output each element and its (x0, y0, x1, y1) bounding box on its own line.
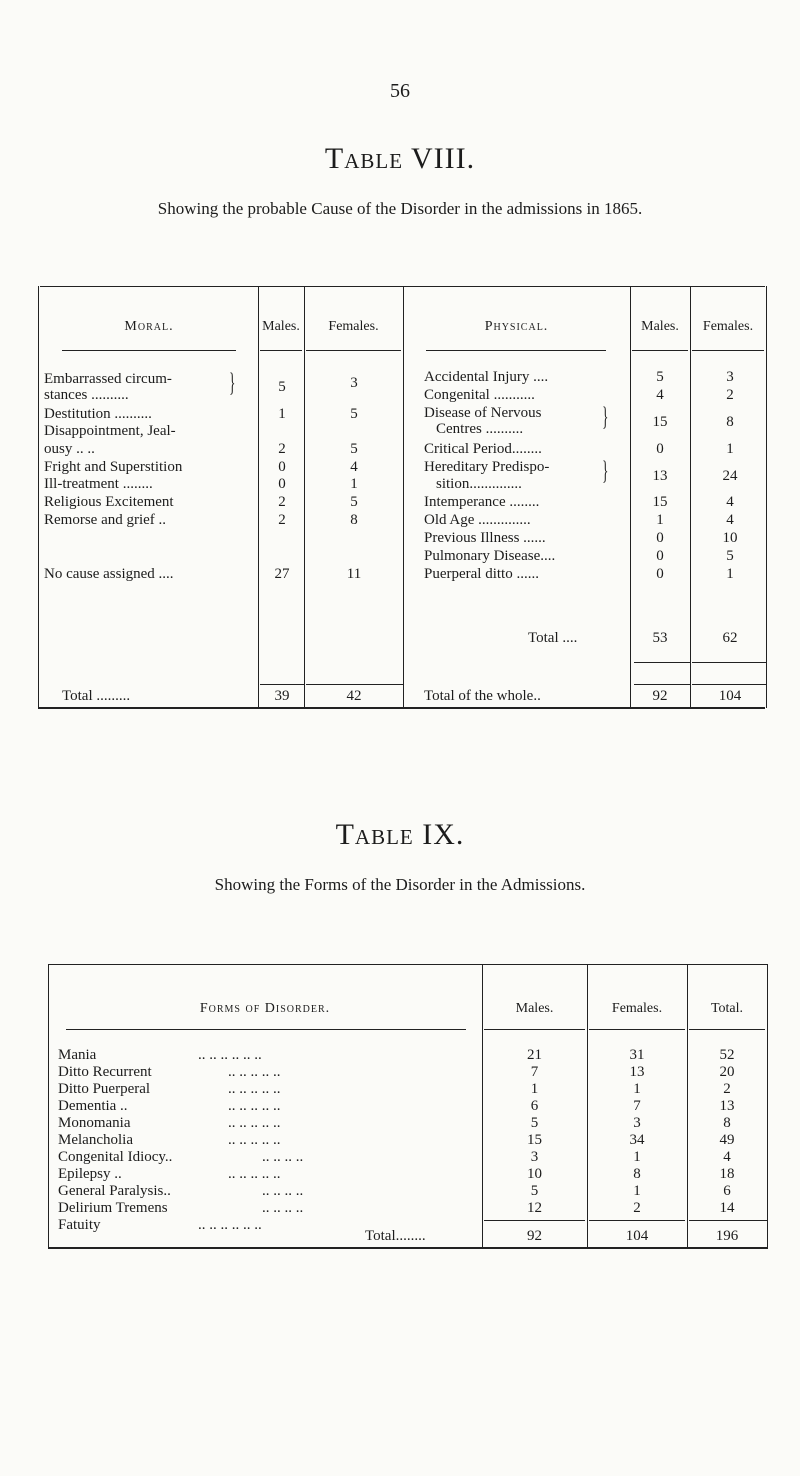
form-males: 12 (527, 1200, 542, 1216)
leader-dots: .. .. .. .. (262, 1183, 304, 1199)
physical-row-label: Puerperal ditto ...... (424, 566, 539, 582)
page-number: 56 (390, 80, 410, 102)
form-females: 31 (629, 1047, 645, 1063)
moral-females: 5 (350, 494, 358, 510)
form-females: 2 (633, 1200, 641, 1216)
form-total: 6 (723, 1183, 731, 1199)
physical-row-label: Accidental Injury .... (424, 369, 549, 385)
table-9-title: Table IX. (335, 818, 465, 851)
brace-mark: } (602, 456, 609, 485)
moral-males: 0 (278, 476, 286, 492)
whole-total-females: 104 (718, 688, 742, 704)
physical-total-females: 62 (722, 630, 738, 646)
physical-females: 10 (722, 530, 738, 546)
moral-females: 4 (350, 459, 358, 475)
total-males: 92 (527, 1228, 542, 1244)
physical-females: 1 (726, 566, 734, 582)
moral-row-label: No cause assigned .... (44, 566, 174, 582)
physical-females: 3 (726, 369, 734, 385)
leader-dots: .. .. .. .. .. (228, 1064, 281, 1080)
moral-row-label: Destitution .......... (44, 406, 152, 422)
header-females: Females. (611, 1001, 663, 1016)
moral-total-males: 39 (274, 688, 290, 704)
leader-dots: .. .. .. .. .. (228, 1115, 281, 1131)
moral-row-label: Remorse and grief .. (44, 512, 167, 528)
physical-males: 0 (656, 548, 664, 564)
leader-dots: .. .. .. .. .. (228, 1166, 281, 1182)
header-females: Females. (328, 319, 379, 334)
moral-row-label: Disappointment, Jeal- (44, 423, 176, 439)
total-label: Total........ (365, 1228, 426, 1244)
physical-row-label: sition.............. (436, 476, 522, 492)
form-label: Congenital Idiocy.. (58, 1149, 173, 1165)
moral-males: 2 (278, 494, 286, 510)
physical-row-label: Critical Period........ (424, 441, 542, 457)
moral-males: 2 (278, 441, 286, 457)
moral-males: 0 (278, 459, 286, 475)
physical-males: 0 (656, 441, 664, 457)
moral-females: 3 (350, 375, 358, 391)
form-females: 8 (633, 1166, 641, 1182)
form-females: 1 (633, 1149, 641, 1165)
header-males-physical: Males. (641, 319, 679, 334)
moral-row-label: Embarrassed circum- (44, 371, 172, 387)
total-total: 196 (715, 1228, 739, 1244)
physical-females: 8 (726, 414, 734, 430)
moral-total-label: Total ......... (62, 688, 131, 704)
leader-dots: .. .. .. .. .. .. (198, 1217, 262, 1233)
form-total: 4 (723, 1149, 731, 1165)
physical-row-label: Congenital ........... (424, 387, 535, 403)
leader-dots: .. .. .. .. .. .. (198, 1047, 262, 1063)
leader-dots: .. .. .. .. .. (228, 1081, 281, 1097)
physical-row-label: Centres .......... (436, 421, 524, 437)
physical-row-label: Disease of Nervous (424, 405, 542, 421)
form-total: 13 (719, 1098, 735, 1114)
form-total: 52 (719, 1047, 735, 1063)
leader-dots: .. .. .. .. .. (228, 1098, 281, 1114)
form-label: Ditto Puerperal (58, 1081, 151, 1097)
form-total: 49 (719, 1132, 735, 1148)
total-females: 104 (625, 1228, 649, 1244)
form-label: General Paralysis.. (58, 1183, 171, 1199)
physical-females: 1 (726, 441, 734, 457)
physical-total-males: 53 (652, 630, 668, 646)
physical-row-label: Old Age .............. (424, 512, 531, 528)
moral-females: 1 (350, 476, 358, 492)
form-females: 13 (629, 1064, 645, 1080)
form-label: Monomania (58, 1115, 131, 1131)
header-males: Males. (515, 1001, 554, 1016)
physical-row-label: Pulmonary Disease.... (424, 548, 556, 564)
form-total: 18 (719, 1166, 735, 1182)
form-females: 1 (633, 1081, 641, 1097)
moral-row-label: Fright and Superstition (44, 459, 183, 475)
brace-mark: } (229, 368, 236, 397)
form-males: 5 (530, 1183, 539, 1199)
form-males: 6 (530, 1098, 539, 1114)
header-males: Males. (262, 319, 300, 334)
whole-total-males: 92 (652, 688, 668, 704)
physical-females: 24 (722, 468, 738, 484)
moral-females: 5 (350, 406, 358, 422)
physical-males: 5 (656, 369, 664, 385)
form-label: Mania (58, 1047, 97, 1063)
form-males: 15 (527, 1132, 542, 1148)
leader-dots: .. .. .. .. .. (228, 1132, 281, 1148)
form-males: 1 (530, 1081, 539, 1097)
form-label: Fatuity (58, 1217, 101, 1233)
header-females-physical: Females. (702, 319, 754, 334)
physical-males: 1 (656, 512, 664, 528)
brace-mark: } (602, 402, 609, 431)
physical-females: 5 (726, 548, 734, 564)
moral-females: 8 (350, 512, 358, 528)
form-females: 1 (633, 1183, 641, 1199)
physical-total-label: Total .... (528, 630, 578, 646)
physical-females: 4 (726, 512, 734, 528)
leader-dots: .. .. .. .. (262, 1149, 304, 1165)
form-total: 8 (723, 1115, 731, 1131)
form-label: Dementia .. (58, 1098, 128, 1114)
header-moral: Moral. (124, 319, 174, 334)
header-physical: Physical. (484, 319, 549, 334)
form-label: Epilepsy .. (58, 1166, 122, 1182)
moral-females: 5 (350, 441, 358, 457)
form-males: 5 (530, 1115, 539, 1131)
form-label: Ditto Recurrent (58, 1064, 152, 1080)
form-label: Melancholia (58, 1132, 133, 1148)
leader-dots: .. .. .. .. (262, 1200, 304, 1216)
moral-males: 1 (278, 406, 286, 422)
physical-males: 15 (652, 494, 668, 510)
form-males: 21 (527, 1047, 542, 1063)
form-males: 3 (530, 1149, 539, 1165)
moral-females: 11 (346, 566, 362, 582)
form-label: Delirium Tremens (58, 1200, 168, 1216)
whole-total-label: Total of the whole.. (424, 688, 541, 704)
form-females: 3 (633, 1115, 641, 1131)
physical-males: 4 (656, 387, 664, 403)
moral-males: 27 (274, 566, 290, 582)
physical-males: 15 (652, 414, 668, 430)
table-8-subtitle: Showing the probable Cause of the Disorder in the admissions in 1865. (157, 199, 643, 218)
physical-row-label: Previous Illness ...... (424, 530, 546, 546)
moral-row-label: Ill-treatment ........ (44, 476, 153, 492)
form-total: 20 (719, 1064, 735, 1080)
physical-females: 2 (726, 387, 734, 403)
header-forms: Forms of Disorder. (199, 1001, 331, 1016)
table-8-title: Table VIII. (324, 142, 476, 175)
form-males: 7 (530, 1064, 539, 1080)
physical-males: 13 (652, 468, 668, 484)
moral-row-label: ousy .. .. (44, 441, 95, 457)
physical-females: 4 (726, 494, 734, 510)
form-females: 7 (633, 1098, 641, 1114)
physical-males: 0 (656, 566, 664, 582)
form-females: 34 (629, 1132, 645, 1148)
moral-total-females: 42 (346, 688, 362, 704)
moral-males: 5 (278, 379, 286, 395)
moral-males: 2 (278, 512, 286, 528)
header-total: Total. (710, 1001, 744, 1016)
moral-row-label: Religious Excitement (44, 494, 174, 510)
form-total: 14 (719, 1200, 735, 1216)
table-9-subtitle: Showing the Forms of the Disorder in the Admissions. (214, 875, 586, 894)
physical-row-label: Intemperance ........ (424, 494, 540, 510)
moral-row-label: stances .......... (44, 387, 129, 403)
physical-males: 0 (656, 530, 664, 546)
form-total: 2 (723, 1081, 731, 1097)
physical-row-label: Hereditary Predispo- (424, 459, 550, 475)
form-males: 10 (527, 1166, 542, 1182)
